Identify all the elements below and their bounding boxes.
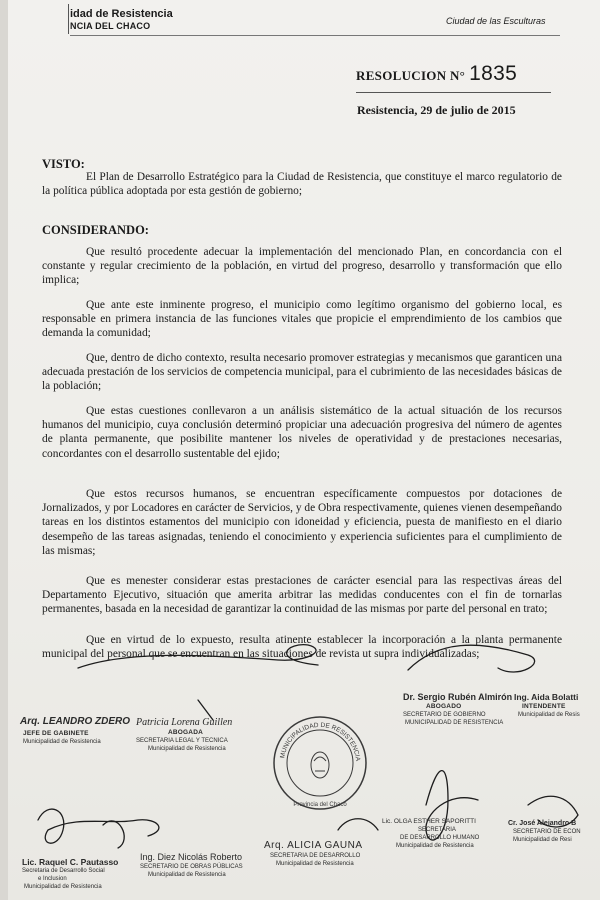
signature-name: Lic. OLGA ESTHER SAPORITTI [382, 818, 476, 825]
signature-name: Lic. Raquel C. Pautasso [22, 857, 119, 867]
seal-text: MUNICIPALIDAD DE RESISTENCIA [279, 721, 361, 762]
signature-name: Patricia Lorena Guillen [136, 717, 233, 728]
signature-name: Arq. ALICIA GAUNA [264, 840, 363, 851]
signature-organization: SECRETARIO DE OBRAS PÚBLICAS [140, 864, 243, 870]
signature-role: ABOGADA [168, 729, 203, 736]
signature-organization: Municipalidad de Resistencia [396, 843, 474, 849]
resolution-number: 1835 [469, 62, 518, 85]
city-slogan: Ciudad de las Esculturas [446, 16, 546, 26]
signature-role: ABOGADO [426, 703, 462, 710]
considerando-paragraph: Que es menester considerar estas prestaciones de carácter esencial para las respectivas áreas del Departamento Ejecutivo, situación que amerita arbitrar las medidas conducentes con el fin de tornarlas permanentes, basada en la necesidad de garantizar la continuidad de las mismas por parte del personal en trato; [42, 575, 562, 616]
signature-name: Ing. Aida Bolatti [514, 692, 579, 702]
signature-name: Ing. Diez Nicolás Roberto [140, 852, 243, 862]
official-seal [270, 713, 370, 813]
signature-organization: MUNICIPALIDAD DE RESISTENCIA [405, 720, 504, 726]
signature-organization: SECRETARIA DE DESARROLLO [270, 853, 361, 859]
signature-organization: Municipalidad de Resis [518, 712, 580, 718]
signature-name: Arq. LEANDRO ZDERO [20, 716, 130, 727]
signature-organization: SECRETARIO DE ECON [513, 829, 581, 835]
province-name: NCIA DEL CHACO [70, 21, 151, 31]
signature-organization: Municipalidad de Resistencia [24, 884, 102, 890]
signature-organization: Municipalidad de Resistencia [23, 739, 101, 745]
document-page [8, 0, 600, 900]
signature-stroke [78, 645, 318, 668]
signature-stroke [38, 809, 159, 843]
visto-heading: VISTO: [42, 157, 85, 171]
signature-role: INTENDENTE [522, 703, 566, 710]
considerando-paragraph: Que resultó procedente adecuar la implementación del mencionado Plan, en concordancia con el constante y regular crecimiento de la población, en virtud del progreso, desarrollo y transformación que ello implica; [42, 246, 562, 287]
signature-organization: Secretaria de Desarrollo Social [22, 868, 105, 874]
considerando-heading: CONSIDERANDO: [42, 223, 149, 237]
considerando-paragraph: Que en virtud de lo expuesto, resulta atinente establecer la incorporación a la planta permanente municipal del personal que se encuentran en las situaciones de revista ut supra individualizadas; [42, 634, 562, 661]
considerando-paragraph: Que estos recursos humanos, se encuentran específicamente compuestos por dotaciones de Jornalizados, y por Locadores en carácter de Servicios, y de Obra respectivamente, quienes vienen desempeñando tareas en los distintos estamentos del municipio con idoneidad y eficiencia, puesta de manifiesto en el diario desempeño de las tareas asignadas, teniendo el conocimiento y experiencia suficientes para el cumplimiento de las mismas; [42, 488, 562, 557]
signature-organization: Municipalidad de Resi [513, 837, 572, 843]
visto-paragraph: El Plan de Desarrollo Estratégico para la Ciudad de Resistencia, que constituye el marco regulatorio de la política pública adoptada por esta gestión de gobierno; [42, 171, 562, 198]
resolution-label: RESOLUCION N° [356, 68, 466, 83]
municipality-name: idad de Resistencia [70, 8, 173, 20]
considerando-paragraph: Que estas cuestiones conllevaron a un análisis sistemático de la actual situación de los recursos humanos del municipio, cuya conclusión determinó propiciar una adecuación progresiva del número de agentes de planta permanente, que posibilite mantener los niveles de operatividad y de prestaciones necesarias, concordantes con el desarrollo sustentable del ejido; [42, 405, 562, 460]
signature-organization: Municipalidad de Resistencia [276, 861, 354, 867]
signature-organization: Municipalidad de Resistencia [148, 872, 226, 878]
signature-name: Dr. Sergio Rubén Almirón [403, 692, 513, 702]
signature-organization: SECRETARIA LEGAL Y TECNICA [136, 738, 228, 744]
signature-organization: Municipalidad de Resistencia [148, 746, 226, 752]
signature-name: Cr. José Alejandro B [508, 820, 577, 827]
signature-stroke [338, 819, 378, 830]
signature-stroke [103, 821, 124, 848]
signature-role: JEFE DE GABINETE [23, 730, 89, 737]
signature-organization: DE DESARROLLO HUMANO [400, 835, 480, 841]
seal-subtext: Provincia del Chaco [293, 802, 347, 808]
signature-stroke [408, 645, 535, 672]
signature-organization: e Inclusion [38, 876, 67, 882]
considerando-paragraph: Que ante este inminente progreso, el municipio como legítimo organismo del gobierno local, es responsable en primera instancia de las funciones vitales que propicie el emprendimiento de los cambios que demanda la comunidad; [42, 299, 562, 340]
resolution-date: Resistencia, 29 de julio de 2015 [357, 103, 516, 117]
signature-organization: SECRETARIA [418, 827, 456, 833]
considerando-paragraph: Que, dentro de dicho contexto, resulta necesario promover estrategias y mecanismos que garanticen una adecuada prestación de los servicios de competencia municipal, para el cubrimiento de las necesidades básicas de la población; [42, 352, 562, 393]
signature-organization: SECRETARIO DE GOBIERNO [403, 712, 486, 718]
